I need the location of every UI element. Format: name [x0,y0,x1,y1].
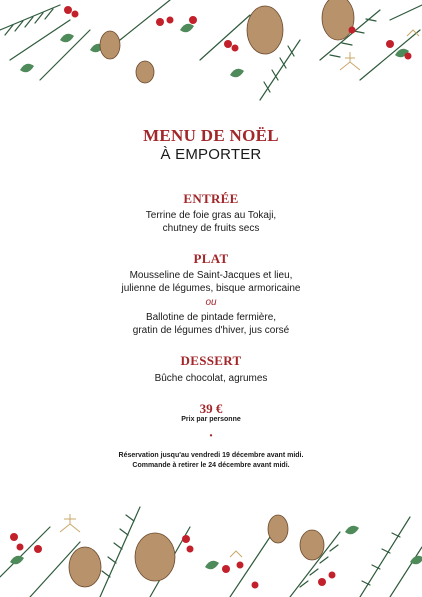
menu-subtitle: À EMPORTER [160,146,262,163]
menu-line: chutney de fruits secs [162,223,260,234]
menu-line: Terrine de foie gras au Tokaji, [145,210,277,221]
price: 39 € [199,401,223,416]
pine-garland-bottom [0,487,422,597]
section-title-plat: PLAT [193,251,229,266]
menu-line: Mousseline de Saint-Jacques et lieu, [129,270,293,281]
menu-line: gratin de légumes d'hiver, jus corsé [132,325,290,336]
price-note: Prix par personne [181,416,241,423]
menu-line: julienne de légumes, bisque armoricaine [121,283,301,294]
menu-line: Bûche chocolat, agrumes [154,373,268,384]
pickup-info: Commande à retirer le 24 décembre avant midi. [132,462,290,469]
menu-line: Ballotine de pintade fermière, [145,312,277,323]
pine-garland-top [0,0,422,108]
option-separator: ou [205,297,217,308]
menu-title: MENU DE NOËL [143,126,279,145]
reservation-info: Réservation jusqu'au vendredi 19 décembre avant midi. [118,452,304,459]
divider-dot: • [209,431,213,440]
section-title-entree: ENTRÉE [183,191,239,206]
section-title-dessert: DESSERT [180,353,242,368]
